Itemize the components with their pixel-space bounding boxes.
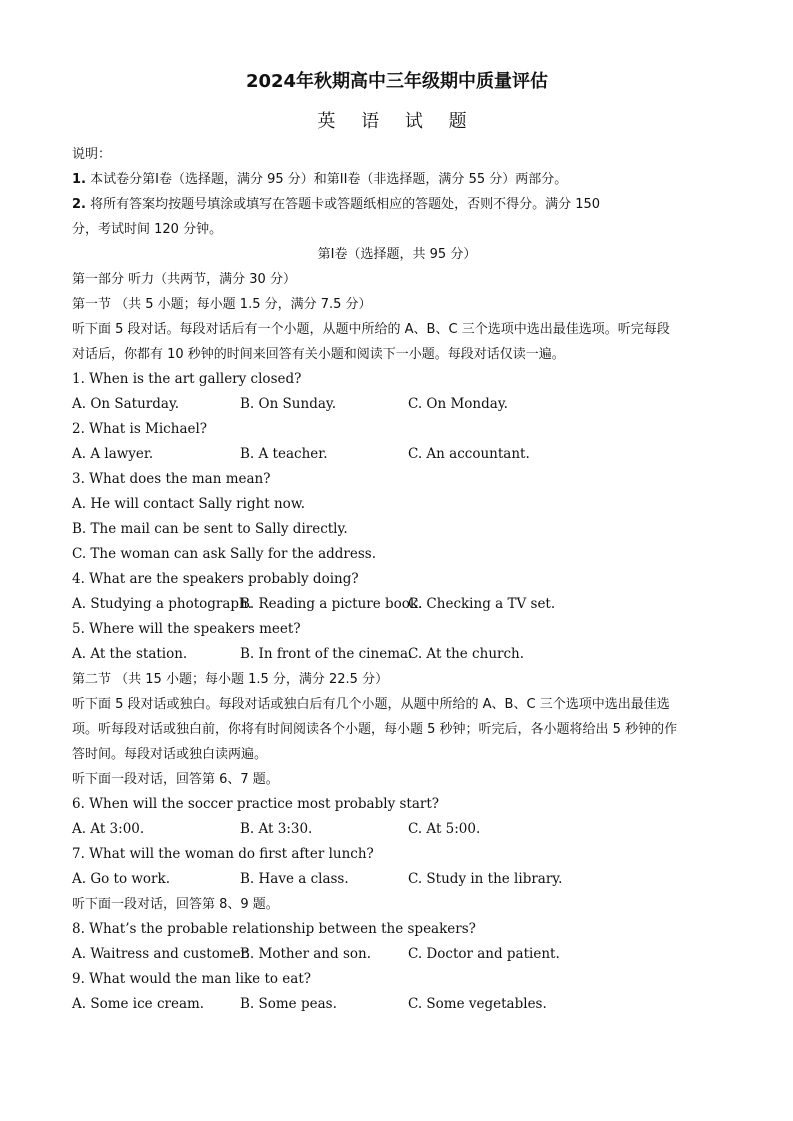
instruction-item-2 bbox=[72, 192, 722, 217]
instruction-number: 1. bbox=[72, 172, 86, 187]
question-stem: 2. What is Michael? bbox=[72, 421, 208, 437]
section-directions: 听下面 5 段对话或独白。每段对话或独白后有几个小题，从题中所给的 A、B、C 三个选项中选出最佳选 bbox=[72, 697, 670, 712]
instruction-number: 2. bbox=[72, 197, 86, 212]
option-c[interactable]: C. At 5:00. bbox=[408, 821, 481, 837]
question-options bbox=[72, 867, 722, 892]
option-a[interactable]: A. Studying a photograph. bbox=[72, 596, 253, 612]
option-a[interactable]: A. Go to work. bbox=[72, 871, 170, 887]
option-b[interactable]: B. Have a class. bbox=[240, 871, 349, 887]
option-b[interactable]: B. On Sunday. bbox=[240, 396, 337, 412]
question-stem: 3. What does the man mean? bbox=[72, 471, 271, 487]
option-c[interactable]: C. The woman can ask Sally for the address. bbox=[72, 546, 377, 562]
option-b[interactable]: B. In front of the cinema. bbox=[240, 646, 413, 662]
group-instruction: 听下面一段对话，回答第 6、7 题。 bbox=[72, 772, 279, 787]
section-directions: 答时间。每段对话或独白读两遍。 bbox=[72, 747, 268, 762]
page-subtitle: 英 语 试 题 bbox=[317, 111, 477, 132]
question-stem: 5. Where will the speakers meet? bbox=[72, 621, 301, 637]
option-a[interactable]: A. Waitress and customer. bbox=[72, 946, 250, 962]
question-options bbox=[72, 817, 722, 842]
question-stem: 6. When will the soccer practice most probably start? bbox=[72, 796, 439, 812]
option-a[interactable]: A. At 3:00. bbox=[72, 821, 145, 837]
option-b[interactable]: B. Mother and son. bbox=[240, 946, 372, 962]
question-options bbox=[72, 992, 722, 1017]
question-stem: 1. When is the art gallery closed? bbox=[72, 371, 302, 387]
option-c[interactable]: C. Doctor and patient. bbox=[408, 946, 560, 962]
option-c[interactable]: C. An accountant. bbox=[408, 446, 530, 462]
question-stem: 9. What would the man like to eat? bbox=[72, 971, 312, 987]
option-b[interactable]: B. A teacher. bbox=[240, 446, 328, 462]
instruction-text: 本试卷分第I卷（选择题，满分 95 分）和第II卷（非选择题，满分 55 分）两部分。 bbox=[90, 172, 568, 187]
page-title: 2024年秋期高中三年级期中质量评估 bbox=[245, 71, 549, 92]
option-b[interactable]: B. Reading a picture book. bbox=[240, 596, 423, 612]
section-heading: 第一节 （共 5 小题；每小题 1.5 分，满分 7.5 分） bbox=[72, 297, 372, 312]
instruction-item-1 bbox=[72, 167, 722, 192]
option-c[interactable]: C. Checking a TV set. bbox=[408, 596, 556, 612]
section-directions: 对话后，你都有 10 秒钟的时间来回答有关小题和阅读下一小题。每段对话仅读一遍。 bbox=[72, 347, 565, 362]
option-c[interactable]: C. On Monday. bbox=[408, 396, 508, 412]
question-stem: 8. What’s the probable relationship between the speakers? bbox=[72, 921, 476, 937]
volume-heading: 第I卷（选择题，共 95 分） bbox=[317, 247, 477, 262]
option-b[interactable]: B. Some peas. bbox=[240, 996, 337, 1012]
section-directions: 听下面 5 段对话。每段对话后有一个小题，从题中所给的 A、B、C 三个选项中选出最佳选项。听完每段 bbox=[72, 322, 670, 337]
question-stem: 7. What will the woman do first after lunch? bbox=[72, 846, 374, 862]
group-instruction: 听下面一段对话，回答第 8、9 题。 bbox=[72, 897, 279, 912]
option-a[interactable]: A. He will contact Sally right now. bbox=[72, 496, 306, 512]
question-stem: 4. What are the speakers probably doing? bbox=[72, 571, 359, 587]
option-c[interactable]: C. At the church. bbox=[408, 646, 525, 662]
question-options bbox=[72, 442, 722, 467]
section-heading: 第二节 （共 15 小题；每小题 1.5 分，满分 22.5 分） bbox=[72, 672, 389, 687]
option-a[interactable]: A. Some ice cream. bbox=[72, 996, 205, 1012]
question-options bbox=[72, 642, 722, 667]
instructions-label: 说明： bbox=[72, 147, 112, 162]
option-a[interactable]: A. A lawyer. bbox=[72, 446, 154, 462]
instruction-text: 将所有答案均按题号填涂或填写在答题卡或答题纸相应的答题处，否则不得分。满分 150 bbox=[90, 197, 601, 212]
question-options bbox=[72, 592, 722, 617]
option-a[interactable]: A. At the station. bbox=[72, 646, 188, 662]
section-directions: 项。听每段对话或独白前，你将有时间阅读各个小题，每小题 5 秒钟；听完后，各小题将给出 5 秒钟的作 bbox=[72, 722, 678, 737]
option-b[interactable]: B. The mail can be sent to Sally directly. bbox=[72, 521, 348, 537]
exam-page bbox=[72, 62, 722, 1017]
question-options bbox=[72, 942, 722, 967]
option-c[interactable]: C. Study in the library. bbox=[408, 871, 563, 887]
option-c[interactable]: C. Some vegetables. bbox=[408, 996, 547, 1012]
question-options bbox=[72, 392, 722, 417]
part-heading: 第一部分 听力（共两节，满分 30 分） bbox=[72, 272, 296, 287]
option-a[interactable]: A. On Saturday. bbox=[72, 396, 180, 412]
instruction-item-2-continued: 分，考试时间 120 分钟。 bbox=[72, 222, 223, 237]
option-b[interactable]: B. At 3:30. bbox=[240, 821, 313, 837]
